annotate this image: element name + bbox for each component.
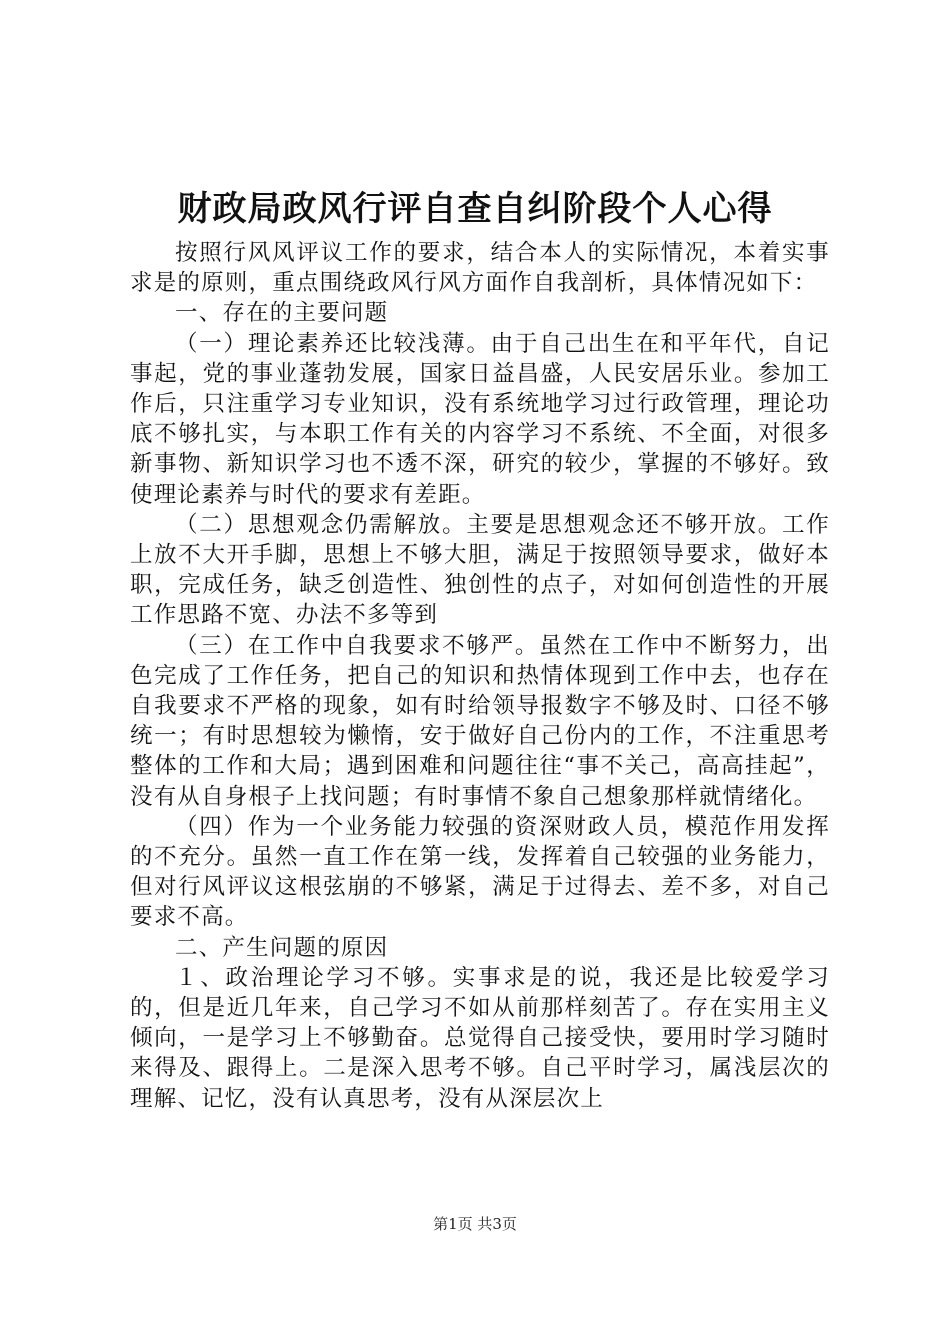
section-heading-causes: 二、产生问题的原因 bbox=[175, 934, 389, 961]
cause-paragraph-1: １、政治理论学习不够。实事求是的说，我还是比较爱学习的，但是近几年来，自己学习不如从前那样刻苦了。存在实用主义倾向，一是学习上不够勤奋。总觉得自己接受快，要用时学习随时来得及、跟得上。二是深入思考不够。自己平时学习，属浅层次的理解、记忆，没有认真思考，没有从深层次上 bbox=[130, 964, 830, 1112]
page-number: 第1页 共3页 bbox=[433, 1215, 517, 1233]
problem-paragraph-4: （四）作为一个业务能力较强的资深财政人员，模范作用发挥的不充分。虽然一直工作在第一线，发挥着自己较强的业务能力，但对行风评议这根弦崩的不够紧，满足于过得去、差不多，对自己要求不高。 bbox=[130, 813, 830, 931]
problem-paragraph-2: （二）思想观念仍需解放。主要是思想观念还不够开放。工作上放不大开手脚，思想上不够大胆，满足于按照领导要求，做好本职，完成任务，缺乏创造性、独创性的点子，对如何创造性的开展工作思路不宽、办法不多等到 bbox=[130, 511, 830, 629]
document-body bbox=[130, 238, 830, 1114]
document-title: 财政局政风行评自查自纠阶段个人心得 bbox=[177, 189, 773, 229]
problem-paragraph-3: （三）在工作中自我要求不够严。虽然在工作中不断努力，出色完成了工作任务，把自己的知识和热情体现到工作中去，也存在自我要求不严格的现象，如有时给领导报数字不够及时、口径不够统一；有时思想较为懒惰，安于做好自己份内的工作，不注重思考整体的工作和大局；遇到困难和问题往往“事不关己，高高挂起”，没有从自身根子上找问题；有时事情不象自己想象那样就情绪化。 bbox=[130, 632, 830, 810]
problem-paragraph-1: （一）理论素养还比较浅薄。由于自己出生在和平年代，自记事起，党的事业蓬勃发展，国家日益昌盛，人民安居乐业。参加工作后，只注重学习专业知识，没有系统地学习过行政管理，理论功底不够扎实，与本职工作有关的内容学习不系统、不全面，对很多新事物、新知识学习也不透不深，研究的较少，掌握的不够好。致使理论素养与时代的要求有差距。 bbox=[130, 330, 830, 508]
intro-paragraph: 按照行风风评议工作的要求，结合本人的实际情况，本着实事求是的原则，重点围绕政风行风方面作自我剖析，具体情况如下： bbox=[130, 240, 830, 297]
section-heading-problems: 一、存在的主要问题 bbox=[175, 300, 389, 327]
